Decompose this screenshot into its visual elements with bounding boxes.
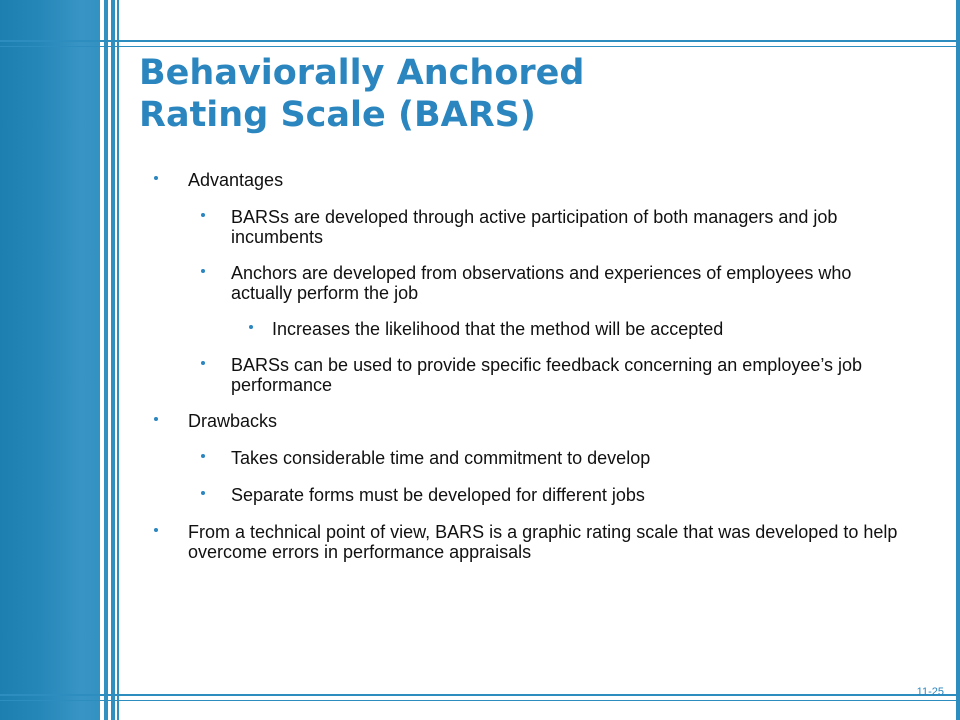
list-item (145, 319, 905, 339)
bullet-dot-icon (201, 491, 205, 495)
bottom-rule (0, 700, 960, 701)
list-item (145, 207, 905, 247)
bullet-dot-icon (201, 269, 205, 273)
bullet-dot-icon (201, 213, 205, 217)
bullet-dot-icon (154, 176, 158, 180)
title-line-2: Rating Scale (BARS) (139, 95, 536, 135)
list-item (145, 448, 905, 468)
slide-title (139, 52, 919, 136)
right-edge-bar (956, 0, 960, 720)
sub-advantage-text: Increases the likelihood that the method will be accepted (272, 319, 724, 339)
advantage-text: BARSs can be used to provide specific feedback concerning an employee’s job performance (231, 355, 863, 395)
list-item (145, 411, 905, 431)
advantages-heading: Advantages (188, 170, 284, 190)
list-item (145, 485, 905, 505)
list-item (145, 355, 905, 395)
advantage-text: BARSs are developed through active participation of both managers and job incumbents (231, 207, 838, 247)
top-rule (0, 46, 960, 47)
drawbacks-heading: Drawbacks (188, 411, 278, 431)
bullet-dot-icon (154, 528, 158, 532)
title-line-1: Behaviorally Anchored (139, 53, 585, 93)
top-rule (0, 40, 960, 42)
bullet-list (145, 170, 905, 562)
list-item (145, 170, 905, 190)
list-item (145, 263, 905, 303)
left-decorative-bar (0, 0, 119, 720)
bottom-rule (0, 694, 960, 696)
bullet-dot-icon (201, 454, 205, 458)
list-item (145, 522, 905, 562)
drawback-text: Takes considerable time and commitment to develop (231, 448, 651, 468)
bullet-dot-icon (154, 417, 158, 421)
technical-note-text: From a technical point of view, BARS is a graphic rating scale that was developed to help overcome errors in performance appraisals (188, 522, 898, 562)
bullet-dot-icon (249, 325, 253, 329)
bar-stripe (115, 0, 117, 720)
advantage-text: Anchors are developed from observations and experiences of employees who actually perform the job (231, 263, 852, 303)
bullet-dot-icon (201, 361, 205, 365)
bar-stripe (108, 0, 111, 720)
drawback-text: Separate forms must be developed for different jobs (231, 485, 645, 505)
bar-stripe (100, 0, 104, 720)
page-number: 11-25 (916, 686, 944, 698)
